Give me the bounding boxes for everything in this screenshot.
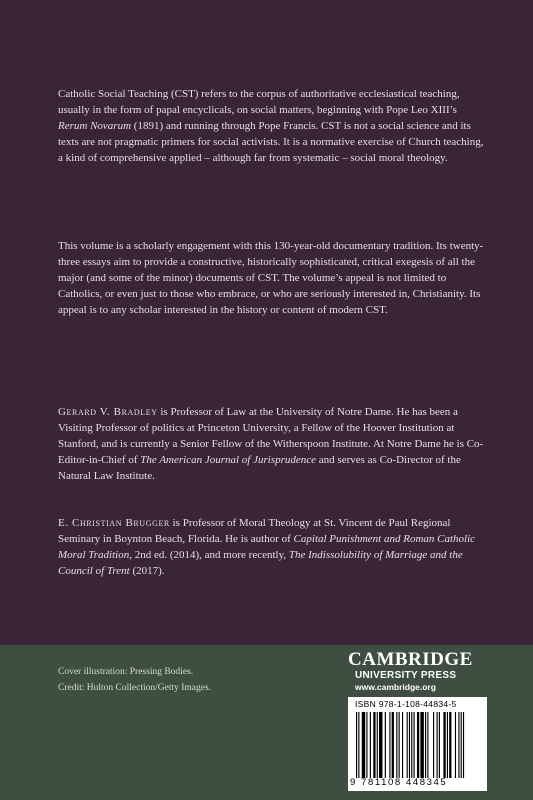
author-bio-text: , 2nd ed. (2014), and more recently, <box>129 549 289 561</box>
author-bio-brugger <box>58 515 486 579</box>
publisher-logo <box>348 650 488 693</box>
publisher-url: www.cambridge.org <box>355 682 436 692</box>
barcode-icon <box>356 712 479 778</box>
cover-credits <box>58 664 318 696</box>
encyclical-title: Rerum Novarum <box>58 120 132 132</box>
author-bio-text: is Professor of Moral Theology at St. Vincent de Paul Regional Seminary in Boynton Beach, Florida. He is author of <box>58 517 451 545</box>
publisher-name: CAMBRIDGE <box>348 649 473 670</box>
blurb-text: (1891) and running through Pope Francis. CST is not a social science and its texts are not pragmatic primers for social activists. It is a normative exercise of Church teaching, a kind of comprehensive applied – although far from systematic – social moral theology. <box>58 120 484 164</box>
book-title: The Indissolubility of Marriage and the Council of Trent <box>58 549 463 577</box>
blurb-text: This volume is a scholarly engagement with this 130-year-old documentary tradition. Its twenty-three essays aim to provide a constructive, historically sophisticated, critical exegesis of all the major (and some of the minor) documents of CST. The volume’s appeal is not limited to Catholics, or even just to those who embrace, or who are seriously interested in, Christianity. Its appeal is to any scholar interested in the history or content of modern CST. <box>58 240 484 316</box>
author-bio-text: (2017). <box>129 565 165 577</box>
blurb-paragraph-1 <box>58 86 486 166</box>
blurb-paragraph-2 <box>58 238 486 318</box>
isbn-digits: 9 781108 448345 <box>350 777 448 788</box>
publisher-subtitle: UNIVERSITY PRESS <box>355 670 457 681</box>
cover-illustration-credit: Cover illustration: Pressing Bodies. <box>58 667 194 677</box>
isbn-label: ISBN 978-1-108-44834-5 <box>355 699 457 709</box>
image-credit: Credit: Hulton Collection/Getty Images. <box>58 683 212 693</box>
author-name: E. Christian Brugger <box>58 517 170 529</box>
barcode-panel <box>348 697 487 791</box>
book-title: Capital Punishment and Roman Catholic Moral Tradition <box>58 533 476 561</box>
author-bio-text: and serves as Co-Director of the Natural Law Institute. <box>58 454 461 482</box>
author-bio-text: is Professor of Law at the University of Notre Dame. He has been a Visiting Professor of politics at Princeton University, a Fellow of the Hoover Institution at Stanford, and is currently a Senior Fellow of the Witherspoon Institute. At Notre Dame he is Co-Editor-in-Chief of <box>58 406 484 466</box>
author-name: Gerard V. Bradley <box>58 406 158 418</box>
author-bio-bradley <box>58 404 486 484</box>
journal-title: The American Journal of Jurisprudence <box>140 454 317 466</box>
blurb-text: Catholic Social Teaching (CST) refers to the corpus of authoritative ecclesiastical teaching, usually in the form of papal encyclicals, on social matters, beginning with Pope Leo XIII’s <box>58 88 460 116</box>
